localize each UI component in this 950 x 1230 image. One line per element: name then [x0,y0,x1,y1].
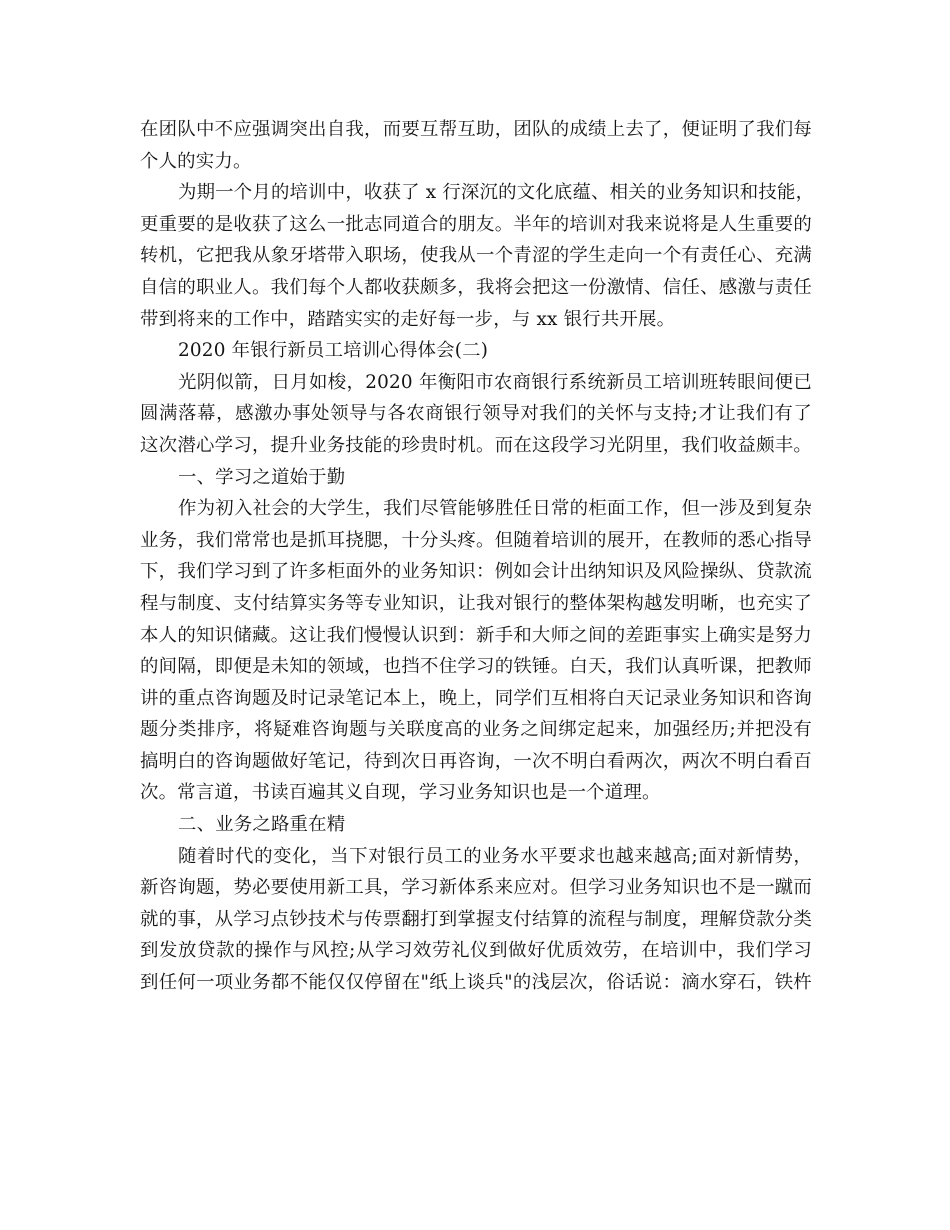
text-line: 圆满落幕，感激办事处领导与各农商银行领导对我们的关怀与支持;才让我们有了 [140,403,812,425]
text-line: 就的事，从学习点钞技术与传票翻打到掌握支付结算的流程与制度，理解贷款分类 [140,908,812,930]
text-line: 为期一个月的培训中，收获了 x 行深沉的文化底蕴、相关的业务知识和技能， [178,182,815,204]
text-line: 到发放贷款的操作与风控;从学习效劳礼仪到做好优质效劳，在培训中，我们学习 [140,940,812,962]
text-line: 在团队中不应强调突出自我，而要互帮互助，团队的成绩上去了，便证明了我们每 [140,119,812,140]
text-line: 搞明白的咨询题做好笔记，待到次日再咨询，一次不明白看两次，两次不明白看百 [140,750,812,772]
text-line: 二、业务之路重在精 [178,814,346,836]
text-line: 本人的知识储藏。这让我们慢慢认识到：新手和大师之间的差距事实上确实是努力 [140,624,812,646]
text-line: 一、学习之道始于勤 [178,466,346,488]
text-line: 作为初入社会的大学生，我们尽管能够胜任日常的柜面工作，但一涉及到复杂 [178,498,812,520]
text-line: 随着时代的变化，当下对银行员工的业务水平要求也越来越高;面对新情势， [178,845,812,867]
text-line: 转机，它把我从象牙塔带入职场，使我从一个青涩的学生走向一个有责任心、充满 [140,245,812,267]
text-line: 带到将来的工作中，踏踏实实的走好每一步，与 xx 银行共开展。 [140,308,676,330]
text-line: 光阴似箭，日月如梭，2020 年衡阳市农商银行系统新员工培训班转眼间便已 [178,371,812,393]
text-line: 新咨询题，势必要使用新工具，学习新体系来应对。但学习业务知识也不是一蹴而 [140,877,812,899]
text-line: 程与制度、支付结算实务等专业知识，让我对银行的整体架构越发明晰，也充实了 [140,592,812,614]
document-body [140,114,815,999]
text-line: 讲的重点咨询题及时记录笔记本上，晚上，同学们互相将白天记录业务知识和咨询 [140,687,812,709]
text-line: 业务，我们常常也是抓耳挠腮，十分头疼。但随着培训的展开，在教师的悉心指导 [140,529,812,551]
text-line: 次。常言道，书读百遍其义自现，学习业务知识也是一个道理。 [140,782,661,804]
text-line: 自信的职业人。我们每个人都收获颇多，我将会把这一份激情、信任、感激与责任 [140,276,812,298]
text-line: 到任何一项业务都不能仅仅停留在"纸上谈兵"的浅层次，俗话说：滴水穿石，铁杵 [140,972,812,994]
text-line: 下，我们学习到了许多柜面外的业务知识：例如会计出纳知识及风险操纵、贷款流 [140,561,812,583]
text-line: 的间隔，即便是未知的领域，也挡不住学习的铁锤。白天，我们认真听课，把教师 [140,656,812,678]
text-line: 更重要的是收获了这么一批志同道合的朋友。半年的培训对我来说将是人生重要的 [140,213,812,235]
text-line: 个人的实力。 [140,150,252,172]
text-line: 2020 年银行新员工培训心得体会(二) [178,340,489,362]
text-line: 题分类排序，将疑难咨询题与关联度高的业务之间绑定起来，加强经历;并把没有 [140,719,812,741]
text-line: 这次潜心学习，提升业务技能的珍贵时机。而在这段学习光阴里，我们收益颇丰。 [140,434,812,456]
